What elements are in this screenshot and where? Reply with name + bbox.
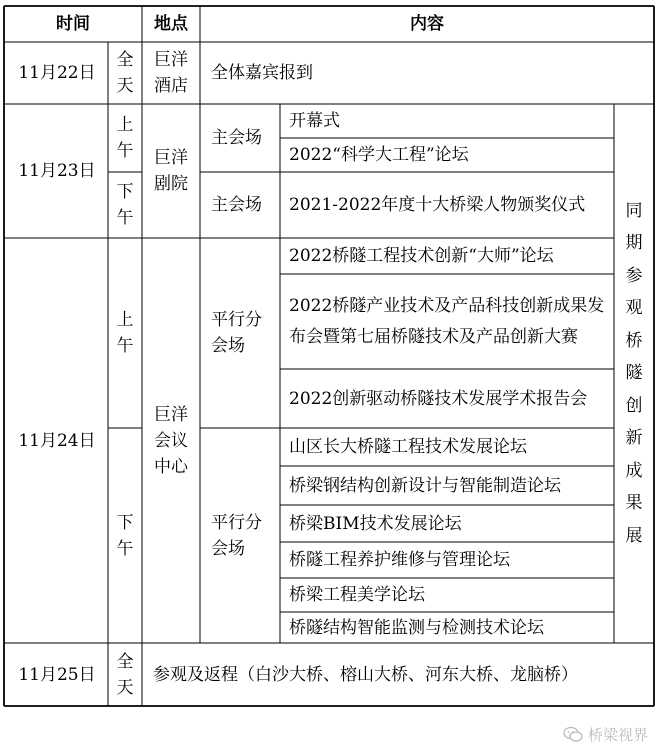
venue-nov24: 巨洋会议中心 [154,404,188,477]
agenda-item: 开幕式 [289,111,340,131]
period-nov24-pm: 下午 [116,512,134,559]
agenda-item: 桥梁工程美学论坛 [289,585,425,605]
hall-nov23-pm: 主会场 [211,195,262,215]
date-nov22: 11月22日 [18,63,96,83]
period-nov23-am: 上午 [116,115,134,161]
agenda-item: 2021-2022年度十大桥梁人物颁奖仪式 [289,195,586,215]
period-nov22: 全天 [116,50,134,96]
hall-nov23-am: 主会场 [211,128,262,148]
content-nov25: 参观及返程（白沙大桥、榕山大桥、河东大桥、龙脑桥） [153,664,578,685]
period-nov23-pm: 下午 [116,182,134,228]
agenda-item: 桥隧工程养护维修与管理论坛 [289,550,510,570]
content-nov22: 全体嘉宾报到 [211,63,313,83]
watermark-text: 桥梁视界 [587,726,648,744]
header-time: 时间 [56,14,90,34]
wechat-icon [563,726,583,743]
date-nov25: 11月25日 [18,664,96,685]
agenda-item: 桥隧结构智能监测与检测技术论坛 [289,617,544,638]
venue-nov23: 巨洋剧院 [154,148,188,194]
period-nov25: 全天 [116,651,134,698]
agenda-item: 桥梁钢结构创新设计与智能制造论坛 [289,475,561,496]
period-nov24-am: 上午 [116,310,134,356]
header-content: 内容 [410,14,444,34]
date-nov24: 11月24日 [18,430,96,451]
side-note-exhibition: 同 期 参 观 桥 隧 创 新 成 果 展 [625,200,643,546]
agenda-item: 山区长大桥隧工程技术发展论坛 [289,437,527,457]
hall-nov24-am: 平行分会场 [211,310,262,356]
watermark [563,724,648,745]
date-nov23: 11月23日 [18,161,96,181]
agenda-item: 桥梁BIM技术发展论坛 [289,513,462,534]
hall-nov24-pm: 平行分会场 [211,512,262,559]
agenda-item: 2022“科学大工程”论坛 [289,145,469,165]
header-place: 地点 [154,14,188,34]
agenda-item: 2022桥隧工程技术创新“大师”论坛 [289,246,554,266]
venue-nov22: 巨洋酒店 [154,50,188,96]
agenda-item: 2022创新驱动桥隧技术发展学术报告会 [289,388,588,409]
agenda-item: 2022桥隧产业技术及产品科技创新成果发布会暨第七届桥隧技术及产品创新大赛 [289,295,605,347]
